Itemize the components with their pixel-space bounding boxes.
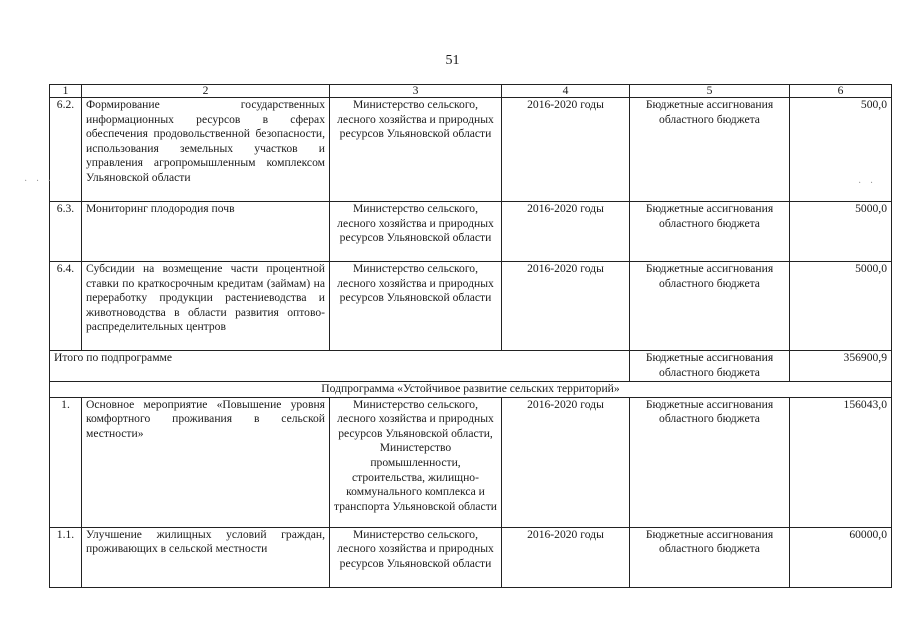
item-funding-source: Бюджетные ассигнования областного бюджета xyxy=(630,527,790,587)
column-number-5: 5 xyxy=(630,85,790,98)
item-name: Улучшение жилищных условий граждан, проживающих в сельской местности xyxy=(82,527,330,587)
item-name: Основное мероприятие «Повышение уровня комфортного проживания в сельской местности» xyxy=(82,397,330,527)
table-row xyxy=(50,397,892,527)
item-amount: 156043,0 xyxy=(790,397,892,527)
scan-speck: · · · xyxy=(24,176,54,187)
item-name: Субсидии на возмещение части процентной ставки по краткосрочным кредитам (займам) на переработку продукции растениеводства и животноводства в области развития оптово-распределительных центров xyxy=(82,262,330,351)
item-number: 1.1. xyxy=(50,527,82,587)
item-executor: Министерство сельского, лесного хозяйства и природных ресурсов Ульяновской области xyxy=(330,262,502,351)
scan-speck: · · xyxy=(858,178,877,189)
table-row xyxy=(50,98,892,202)
total-label: Итого по подпрограмме xyxy=(50,351,630,382)
table-row xyxy=(50,262,892,351)
item-funding-source: Бюджетные ассигнования областного бюджета xyxy=(630,262,790,351)
total-amount: 356900,9 xyxy=(790,351,892,382)
column-number-header-row xyxy=(50,85,892,98)
item-number: 6.2. xyxy=(50,98,82,202)
total-funding-source: Бюджетные ассигнования областного бюджета xyxy=(630,351,790,382)
page-number: 51 xyxy=(445,53,460,68)
program-table xyxy=(49,84,892,588)
item-number: 6.3. xyxy=(50,202,82,262)
item-period: 2016-2020 годы xyxy=(502,397,630,527)
column-number-2: 2 xyxy=(82,85,330,98)
item-number: 6.4. xyxy=(50,262,82,351)
item-period: 2016-2020 годы xyxy=(502,527,630,587)
item-period: 2016-2020 годы xyxy=(502,202,630,262)
item-period: 2016-2020 годы xyxy=(502,262,630,351)
section-header-row xyxy=(50,382,892,398)
item-executor: Министерство сельского, лесного хозяйства и природных ресурсов Ульяновской области xyxy=(330,202,502,262)
column-number-4: 4 xyxy=(502,85,630,98)
item-amount: 5000,0 xyxy=(790,202,892,262)
subprogram-total-row xyxy=(50,351,892,382)
subprogram-title: Подпрограмма «Устойчивое развитие сельских территорий» xyxy=(50,382,892,398)
item-amount: 60000,0 xyxy=(790,527,892,587)
column-number-3: 3 xyxy=(330,85,502,98)
item-period: 2016-2020 годы xyxy=(502,98,630,202)
column-number-1: 1 xyxy=(50,85,82,98)
item-funding-source: Бюджетные ассигнования областного бюджета xyxy=(630,397,790,527)
item-amount: 5000,0 xyxy=(790,262,892,351)
table-row xyxy=(50,202,892,262)
item-name: Мониторинг плодородия почв xyxy=(82,202,330,262)
item-executor: Министерство сельского, лесного хозяйства и природных ресурсов Ульяновской области, Министерство промышленности, строительства, жилищно-коммунального комплекса и транспорта Ульяновской области xyxy=(330,397,502,527)
item-executor: Министерство сельского, лесного хозяйства и природных ресурсов Ульяновской области xyxy=(330,98,502,202)
item-amount: 500,0 xyxy=(790,98,892,202)
column-number-6: 6 xyxy=(790,85,892,98)
item-name: Формирование государственных информационных ресурсов в сферах обеспечения продовольственной безопасности, использования земельных участков и управления агропромышленным комплексом Ульяновской области xyxy=(82,98,330,202)
item-funding-source: Бюджетные ассигнования областного бюджета xyxy=(630,202,790,262)
item-number: 1. xyxy=(50,397,82,527)
table-row xyxy=(50,527,892,587)
item-funding-source: Бюджетные ассигнования областного бюджета xyxy=(630,98,790,202)
item-executor: Министерство сельского, лесного хозяйства и природных ресурсов Ульяновской области xyxy=(330,527,502,587)
